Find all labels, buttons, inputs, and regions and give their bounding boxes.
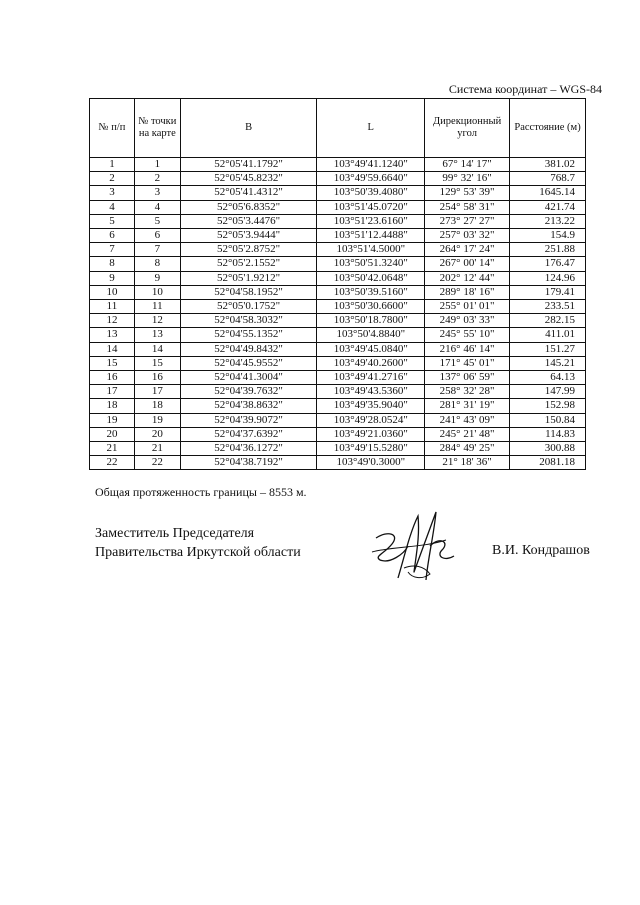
- cell-point: 17: [134, 385, 180, 399]
- cell-angle: 264° 17' 24": [425, 243, 510, 257]
- cell-num: 15: [90, 356, 135, 370]
- table-row: [90, 456, 586, 470]
- cell-distance: 421.74: [510, 200, 586, 214]
- cell-angle: 171° 45' 01": [425, 356, 510, 370]
- col-header-b: B: [180, 99, 317, 158]
- table-row: [90, 172, 586, 186]
- cell-num: 1: [90, 158, 135, 172]
- cell-l: 103°49'15.5280": [317, 442, 425, 456]
- table-row: [90, 186, 586, 200]
- cell-point: 10: [134, 285, 180, 299]
- table-row: [90, 413, 586, 427]
- cell-distance: 176.47: [510, 257, 586, 271]
- cell-distance: 251.88: [510, 243, 586, 257]
- cell-distance: 411.01: [510, 328, 586, 342]
- cell-b: 52°04'39.7632": [180, 385, 317, 399]
- total-length: Общая протяженность границы – 8553 м.: [95, 485, 307, 499]
- cell-l: 103°49'41.1240": [317, 158, 425, 172]
- cell-num: 17: [90, 385, 135, 399]
- cell-l: 103°50'18.7800": [317, 314, 425, 328]
- cell-num: 10: [90, 285, 135, 299]
- cell-angle: 284° 49' 25": [425, 442, 510, 456]
- cell-point: 5: [134, 214, 180, 228]
- cell-b: 52°04'39.9072": [180, 413, 317, 427]
- table-row: [90, 427, 586, 441]
- col-header-distance: Расстояние (м): [510, 99, 586, 158]
- table-row: [90, 371, 586, 385]
- table-row: [90, 314, 586, 328]
- cell-point: 6: [134, 229, 180, 243]
- cell-angle: 137° 06' 59": [425, 371, 510, 385]
- cell-num: 14: [90, 342, 135, 356]
- cell-angle: 202° 12' 44": [425, 271, 510, 285]
- col-header-num: № п/п: [90, 99, 135, 158]
- table-row: [90, 229, 586, 243]
- table-row: [90, 257, 586, 271]
- table-row: [90, 158, 586, 172]
- cell-angle: 216° 46' 14": [425, 342, 510, 356]
- cell-point: 22: [134, 456, 180, 470]
- cell-distance: 381.02: [510, 158, 586, 172]
- cell-b: 52°04'38.7192": [180, 456, 317, 470]
- cell-l: 103°51'45.0720": [317, 200, 425, 214]
- cell-num: 9: [90, 271, 135, 285]
- cell-num: 11: [90, 300, 135, 314]
- cell-distance: 150.84: [510, 413, 586, 427]
- coordinates-table: [89, 98, 586, 470]
- cell-num: 5: [90, 214, 135, 228]
- table-row: [90, 399, 586, 413]
- cell-num: 7: [90, 243, 135, 257]
- cell-b: 52°04'58.3032": [180, 314, 317, 328]
- cell-num: 20: [90, 427, 135, 441]
- cell-b: 52°04'58.1952": [180, 285, 317, 299]
- cell-b: 52°04'37.6392": [180, 427, 317, 441]
- cell-distance: 300.88: [510, 442, 586, 456]
- cell-angle: 241° 43' 09": [425, 413, 510, 427]
- cell-angle: 258° 32' 28": [425, 385, 510, 399]
- cell-b: 52°04'41.3004": [180, 371, 317, 385]
- cell-l: 103°50'30.6600": [317, 300, 425, 314]
- cell-num: 4: [90, 200, 135, 214]
- cell-num: 13: [90, 328, 135, 342]
- cell-b: 52°05'3.4476": [180, 214, 317, 228]
- cell-l: 103°50'42.0648": [317, 271, 425, 285]
- col-header-angle: Дирекционный угол: [425, 99, 510, 158]
- cell-distance: 213.22: [510, 214, 586, 228]
- cell-l: 103°49'21.0360": [317, 427, 425, 441]
- cell-distance: 1645.14: [510, 186, 586, 200]
- cell-point: 3: [134, 186, 180, 200]
- signer-title: [95, 524, 301, 562]
- cell-angle: 99° 32' 16": [425, 172, 510, 186]
- cell-b: 52°05'41.1792": [180, 158, 317, 172]
- cell-angle: 267° 00' 14": [425, 257, 510, 271]
- cell-l: 103°50'39.5160": [317, 285, 425, 299]
- cell-point: 14: [134, 342, 180, 356]
- cell-angle: 273° 27' 27": [425, 214, 510, 228]
- table-header-row: [90, 99, 586, 158]
- cell-l: 103°49'43.5360": [317, 385, 425, 399]
- cell-angle: 257° 03' 32": [425, 229, 510, 243]
- cell-point: 4: [134, 200, 180, 214]
- cell-point: 20: [134, 427, 180, 441]
- cell-num: 19: [90, 413, 135, 427]
- cell-l: 103°51'4.5000": [317, 243, 425, 257]
- cell-l: 103°50'4.8840": [317, 328, 425, 342]
- cell-distance: 179.41: [510, 285, 586, 299]
- cell-distance: 233.51: [510, 300, 586, 314]
- signer-name: В.И. Кондрашов: [492, 543, 590, 558]
- table-row: [90, 271, 586, 285]
- cell-b: 52°05'1.9212": [180, 271, 317, 285]
- cell-point: 15: [134, 356, 180, 370]
- cell-angle: 129° 53' 39": [425, 186, 510, 200]
- signer-title-line1: Заместитель Председателя: [95, 526, 255, 541]
- cell-angle: 255° 01' 01": [425, 300, 510, 314]
- cell-point: 18: [134, 399, 180, 413]
- cell-distance: 64.13: [510, 371, 586, 385]
- cell-distance: 282.15: [510, 314, 586, 328]
- cell-distance: 768.7: [510, 172, 586, 186]
- cell-b: 52°05'2.8752": [180, 243, 317, 257]
- table-body: [90, 158, 586, 470]
- cell-distance: 114.83: [510, 427, 586, 441]
- cell-point: 12: [134, 314, 180, 328]
- handwritten-signature: [370, 506, 470, 588]
- signer-title-line2: Правительства Иркутской области: [95, 545, 301, 560]
- cell-b: 52°05'2.1552": [180, 257, 317, 271]
- cell-num: 8: [90, 257, 135, 271]
- cell-b: 52°05'6.8352": [180, 200, 317, 214]
- table-row: [90, 442, 586, 456]
- cell-l: 103°49'28.0524": [317, 413, 425, 427]
- cell-angle: 21° 18' 36": [425, 456, 510, 470]
- cell-point: 16: [134, 371, 180, 385]
- cell-l: 103°51'12.4488": [317, 229, 425, 243]
- cell-b: 52°04'49.8432": [180, 342, 317, 356]
- cell-distance: 154.9: [510, 229, 586, 243]
- cell-b: 52°04'45.9552": [180, 356, 317, 370]
- cell-distance: 151.27: [510, 342, 586, 356]
- cell-point: 1: [134, 158, 180, 172]
- cell-angle: 245° 55' 10": [425, 328, 510, 342]
- table-row: [90, 300, 586, 314]
- cell-point: 11: [134, 300, 180, 314]
- cell-b: 52°05'41.4312": [180, 186, 317, 200]
- cell-num: 18: [90, 399, 135, 413]
- cell-point: 7: [134, 243, 180, 257]
- cell-l: 103°49'45.0840": [317, 342, 425, 356]
- cell-l: 103°49'35.9040": [317, 399, 425, 413]
- cell-distance: 152.98: [510, 399, 586, 413]
- cell-b: 52°05'3.9444": [180, 229, 317, 243]
- table-row: [90, 214, 586, 228]
- col-header-point: № точки на карте: [134, 99, 180, 158]
- cell-num: 16: [90, 371, 135, 385]
- cell-point: 19: [134, 413, 180, 427]
- cell-num: 12: [90, 314, 135, 328]
- cell-angle: 249° 03' 33": [425, 314, 510, 328]
- cell-l: 103°50'39.4080": [317, 186, 425, 200]
- cell-angle: 254° 58' 31": [425, 200, 510, 214]
- cell-num: 3: [90, 186, 135, 200]
- cell-num: 21: [90, 442, 135, 456]
- table-row: [90, 285, 586, 299]
- cell-point: 13: [134, 328, 180, 342]
- cell-angle: 289° 18' 16": [425, 285, 510, 299]
- cell-num: 6: [90, 229, 135, 243]
- cell-num: 22: [90, 456, 135, 470]
- col-header-l: L: [317, 99, 425, 158]
- cell-b: 52°05'45.8232": [180, 172, 317, 186]
- cell-l: 103°49'59.6640": [317, 172, 425, 186]
- table-row: [90, 356, 586, 370]
- cell-distance: 147.99: [510, 385, 586, 399]
- cell-l: 103°49'40.2600": [317, 356, 425, 370]
- cell-distance: 2081.18: [510, 456, 586, 470]
- cell-point: 2: [134, 172, 180, 186]
- coordinate-system-label: Система координат – WGS-84: [448, 82, 602, 96]
- table-row: [90, 328, 586, 342]
- cell-angle: 245° 21' 48": [425, 427, 510, 441]
- cell-distance: 124.96: [510, 271, 586, 285]
- cell-b: 52°04'55.1352": [180, 328, 317, 342]
- cell-b: 52°04'36.1272": [180, 442, 317, 456]
- cell-point: 9: [134, 271, 180, 285]
- cell-distance: 145.21: [510, 356, 586, 370]
- cell-angle: 67° 14' 17": [425, 158, 510, 172]
- table-row: [90, 200, 586, 214]
- cell-angle: 281° 31' 19": [425, 399, 510, 413]
- cell-l: 103°51'23.6160": [317, 214, 425, 228]
- cell-b: 52°04'38.8632": [180, 399, 317, 413]
- cell-l: 103°49'41.2716": [317, 371, 425, 385]
- cell-b: 52°05'0.1752": [180, 300, 317, 314]
- cell-l: 103°49'0.3000": [317, 456, 425, 470]
- cell-l: 103°50'51.3240": [317, 257, 425, 271]
- table-row: [90, 385, 586, 399]
- cell-num: 2: [90, 172, 135, 186]
- table-row: [90, 243, 586, 257]
- cell-point: 8: [134, 257, 180, 271]
- cell-point: 21: [134, 442, 180, 456]
- table-row: [90, 342, 586, 356]
